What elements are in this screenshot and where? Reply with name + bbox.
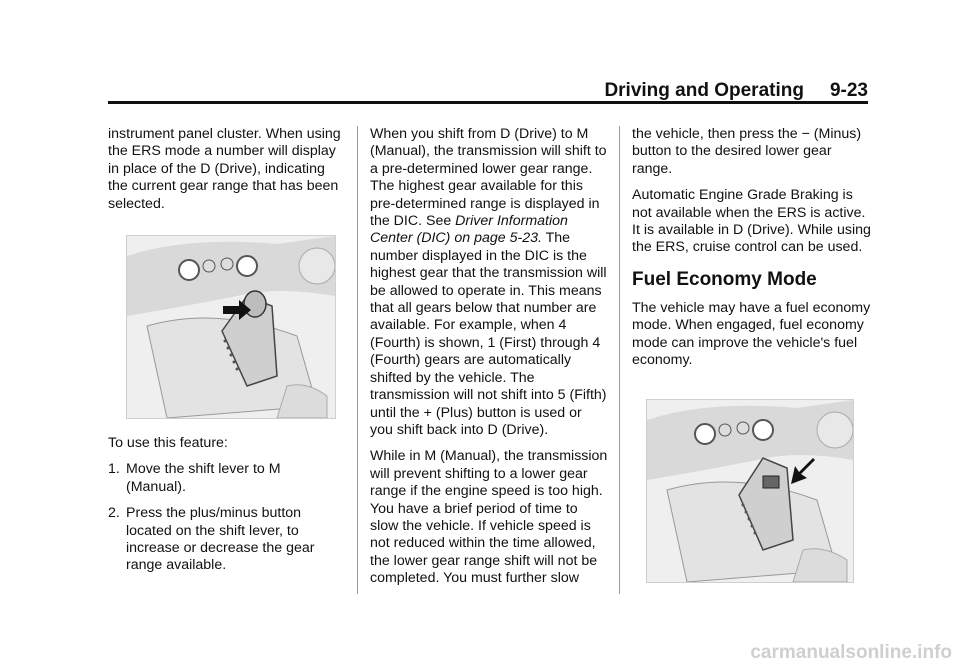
- column-2: [370, 126, 608, 597]
- page-number: 9-23: [829, 80, 868, 101]
- paragraph: the vehicle, then press the − (Minus) button to the desired lower gear range.: [632, 126, 862, 177]
- paragraph-text: When you shift from D (Drive) to M (Manual), the transmission will shift to a pre-determined lower gear range. The highest gear available for this pre-determined range is displayed in the DIC. See: [370, 126, 607, 230]
- paragraph-text: The number displayed in the DIC is the highest gear that the transmission will be allowed to operate in. This means that all gears below that number are available. For example, when 4 (Fourth) is shown, 1 (First) through 4 (Fourth) gears are automatically shifted by the vehicle. The transmission will not shift into 5 (Fifth) until the + (Plus) button is used or you shift back into D (Drive).: [370, 230, 607, 438]
- paragraph: To use this feature:: [108, 435, 228, 452]
- fuel-economy-button-illustration: [646, 399, 854, 583]
- list-item: [108, 461, 344, 496]
- header-rule: [108, 101, 868, 104]
- list-text: Press the plus/minus button located on the shift lever, to increase or decrease the gear range available.: [126, 505, 315, 574]
- column-3: [632, 126, 872, 583]
- paragraph: The vehicle may have a fuel economy mode. When engaged, fuel economy mode can improve the vehicle's fuel economy.: [632, 299, 871, 369]
- column-1: [108, 126, 344, 584]
- page-header: [108, 78, 868, 102]
- paragraph: While in M (Manual), the transmission will prevent shifting to a lower gear range if the engine speed is too high. You have a brief period of time to slow the vehicle. If vehicle speed is not reduced within the time allowed, the lower gear range shift will not be completed. You must further slow: [370, 448, 608, 587]
- section-heading: Fuel Economy Mode: [632, 268, 817, 290]
- paragraph: Automatic Engine Grade Braking is not available when the ERS is active. It is available in D (Drive). While using the ERS, cruise control can be used.: [632, 187, 871, 256]
- shift-lever-illustration: [126, 235, 336, 419]
- watermark: carmanualsonline.info: [750, 642, 952, 663]
- list-number: 2.: [108, 505, 120, 522]
- cross-reference-link[interactable]: Driver Information Center (DIC) on page 5-23.: [370, 213, 568, 247]
- paragraph: instrument panel cluster. When using the ERS mode a number will display in place of the D (Drive), indicating the current gear range that has been selected.: [108, 126, 341, 212]
- paragraph: [370, 126, 608, 439]
- list-number: 1.: [108, 461, 120, 478]
- list-text: Move the shift lever to M (Manual).: [126, 461, 281, 495]
- column-divider-1: [357, 126, 358, 594]
- column-divider-2: [619, 126, 620, 594]
- list-item: [108, 505, 344, 575]
- section-title: Driving and Operating: [604, 80, 804, 101]
